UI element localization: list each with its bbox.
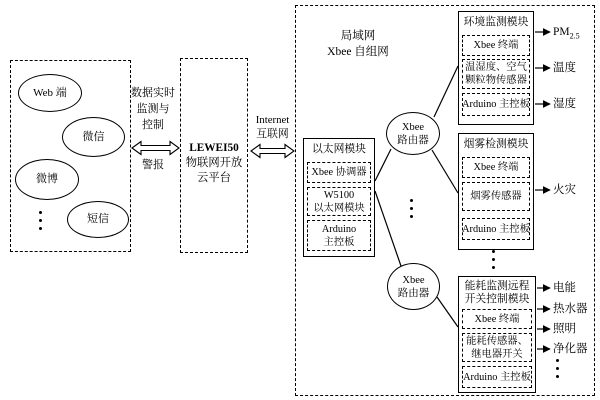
- routers-ellipsis: [410, 199, 413, 218]
- env-sensors: 温湿度、空气 颗粒物传感器: [462, 59, 530, 89]
- alert-label: 警报: [142, 159, 164, 171]
- env-module-title: 环境监测模块: [463, 16, 529, 29]
- ethernet-arduino: Arduino 主控板: [307, 220, 371, 251]
- lan-label-line2: Xbee 自组网: [327, 45, 389, 58]
- monitor-link-line1: 数据实时: [131, 87, 175, 99]
- outputs-ellipsis: [556, 359, 559, 378]
- router-bottom-line1: Xbee: [402, 274, 425, 286]
- client-ellipse-weibo: [15, 159, 79, 200]
- pm25-subscript: 2.5: [569, 31, 580, 41]
- client-web-label: Web 端: [33, 86, 67, 99]
- energy-monitor-module: [458, 276, 536, 393]
- router-bottom-ellipse: [387, 263, 440, 310]
- monitor-link-line2: 监测与: [136, 103, 170, 115]
- client-sms-label: 短信: [87, 213, 109, 225]
- output-temperature: 温度: [553, 62, 576, 74]
- output-pm25: $PM_{2.5}$: [553, 26, 580, 41]
- energy-xbee-terminal: Xbee 终端: [462, 309, 532, 329]
- env-xbee-terminal: Xbee 终端: [462, 35, 530, 56]
- router-bottom-line2: 路由器: [397, 287, 430, 299]
- internet-line2: 互联网: [256, 128, 289, 140]
- cloud-platform-label: [178, 141, 250, 186]
- internet-line1: Internet: [255, 114, 290, 126]
- smoke-arduino: Arduino 主控板: [462, 218, 530, 240]
- smoke-sensor: 烟雾传感器: [462, 182, 530, 211]
- output-purifier: 净化器: [553, 343, 588, 355]
- router-top-line2: 路由器: [397, 134, 429, 146]
- smoke-detect-module: [458, 133, 534, 250]
- output-heater: 热水器: [553, 303, 588, 315]
- ethernet-module: [303, 138, 375, 257]
- output-humidity: 湿度: [553, 98, 576, 110]
- w5100-ethernet: W5100 以太网模块: [307, 187, 371, 216]
- env-arduino: Arduino 主控板: [462, 93, 530, 116]
- output-fire: 火灾: [553, 184, 576, 196]
- client-ellipse-web: [18, 74, 82, 112]
- energy-module-title: 能耗监测远程 开关控制模块: [464, 279, 530, 305]
- smoke-module-title: 烟雾检测模块: [463, 138, 529, 151]
- clients-ellipsis: [39, 211, 42, 230]
- client-ellipse-wechat: [62, 117, 125, 157]
- internet-double-arrow: [251, 145, 294, 158]
- monitor-double-arrow: [132, 142, 179, 155]
- lan-label: [313, 29, 403, 60]
- energy-arduino: Arduino 主控板: [462, 366, 532, 388]
- energy-sensors: 能耗传感器、 继电器开关: [462, 333, 532, 362]
- xbee-coordinator: Xbee 协调器: [307, 162, 371, 183]
- internet-label: [248, 113, 297, 141]
- env-monitor-module: [458, 11, 534, 125]
- smoke-xbee-terminal: Xbee 终端: [462, 157, 530, 178]
- ethernet-module-title: 以太网模块: [312, 143, 366, 156]
- lan-label-line1: 局域网: [340, 30, 376, 42]
- router-top-line1: Xbee: [401, 121, 425, 133]
- monitor-link-line3: 控制: [142, 119, 164, 131]
- monitor-link-label: [126, 85, 180, 133]
- modules-ellipsis: [492, 250, 495, 269]
- client-weibo-label: 微博: [36, 173, 58, 185]
- client-ellipse-sms: [67, 201, 129, 238]
- cloud-line2: 物联网开放: [185, 157, 243, 169]
- client-wechat-label: 微信: [82, 130, 105, 143]
- output-power: 电能: [553, 282, 576, 294]
- cloud-line3: 云平台: [197, 172, 231, 184]
- output-lighting: 照明: [553, 323, 576, 335]
- router-top-ellipse: [386, 112, 440, 155]
- cloud-line1: LEWEI50: [189, 142, 239, 154]
